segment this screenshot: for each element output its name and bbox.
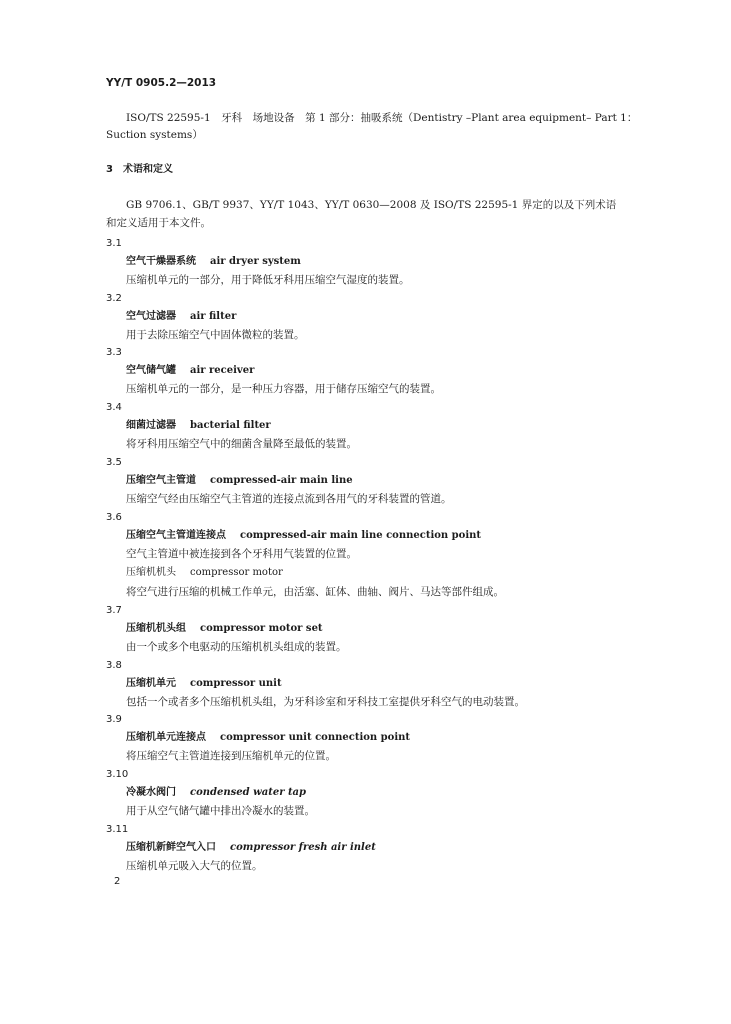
term-title (126, 419, 271, 433)
intro-line-2: 和定义适用于本文件。 (106, 217, 211, 229)
term-title (126, 731, 410, 745)
term-cn: 压缩机机头组 (126, 623, 186, 634)
term-title (126, 841, 376, 855)
reference-line-1: ISO/TS 22595-1 牙科 场地设备 第 1 部分：抽吸系统（Dentistry –Plant area equipment– Part 1： (126, 112, 638, 124)
term-cn: 压缩机新鲜空气入口 (126, 842, 216, 853)
term-definition: 压缩空气经由压缩空气主管道的连接点流到各用气的牙科装置的管道。 (126, 493, 452, 505)
term-cn: 冷凝水阀门 (126, 787, 176, 798)
term-en: air filter (190, 311, 237, 322)
term-number: 3.10 (106, 769, 129, 780)
section-title: 3 术语和定义 (106, 164, 173, 175)
term-number: 3.11 (106, 824, 129, 835)
term-number: 3.8 (106, 660, 122, 671)
term-en: compressed-air main line (210, 475, 353, 486)
term-title (126, 310, 236, 324)
term-number: 3.6 (106, 512, 122, 523)
term-number: 3.1 (106, 238, 122, 249)
term-en: condensed water tap (190, 787, 307, 798)
standard-code: YY/T 0905.2—2013 (106, 77, 217, 89)
term-definition: 将牙科用压缩空气中的细菌含量降至最低的装置。 (126, 438, 357, 450)
term-number: 3.5 (106, 457, 122, 468)
term-en: compressor fresh air inlet (230, 842, 376, 853)
term-definition: 包括一个或者多个压缩机机头组，为牙科诊室和牙科技工室提供牙科空气的电动装置。 (126, 696, 525, 708)
term-cn: 空气储气罐 (126, 365, 176, 376)
term-cn: 空气干燥器系统 (126, 256, 196, 267)
term-cn: 压缩机单元 (126, 678, 176, 689)
subterm-definition: 将空气进行压缩的机械工作单元，由活塞、缸体、曲轴、阀片、马达等部件组成。 (126, 586, 504, 598)
subterm-en: compressor motor (190, 567, 283, 578)
term-definition: 压缩机单元的一部分，用于降低牙科用压缩空气湿度的装置。 (126, 274, 410, 286)
term-cn: 压缩空气主管道 (126, 475, 196, 486)
term-title (126, 255, 301, 269)
term-en: bacterial filter (190, 420, 271, 431)
term-title (126, 364, 254, 378)
term-cn: 空气过滤器 (126, 311, 176, 322)
term-number: 3.3 (106, 347, 122, 358)
term-number: 3.7 (106, 605, 122, 616)
reference-line-2: Suction systems） (106, 129, 203, 141)
term-definition: 用于去除压缩空气中固体微粒的装置。 (126, 329, 305, 341)
term-number: 3.2 (106, 293, 122, 304)
term-definition: 用于从空气储气罐中排出冷凝水的装置。 (126, 805, 315, 817)
term-cn: 压缩机单元连接点 (126, 732, 206, 743)
term-en: compressor unit (190, 678, 282, 689)
term-title (126, 474, 353, 488)
term-en: air receiver (190, 365, 255, 376)
term-title (126, 622, 323, 636)
term-en: compressor unit connection point (220, 732, 411, 743)
term-title (126, 786, 306, 800)
page-number: 2 (114, 876, 121, 887)
term-number: 3.4 (106, 402, 122, 413)
term-definition: 压缩机单元吸入大气的位置。 (126, 860, 263, 872)
term-en: compressed-air main line connection point (240, 530, 482, 541)
term-number: 3.9 (106, 714, 122, 725)
term-cn: 细菌过滤器 (126, 420, 176, 431)
term-definition: 压缩机单元的一部分，是一种压力容器，用于储存压缩空气的装置。 (126, 383, 441, 395)
subterm-cn: 压缩机机头 (126, 567, 176, 578)
term-en: air dryer system (210, 256, 301, 267)
intro-line-1: GB 9706.1、GB/T 9937、YY/T 1043、YY/T 0630—2008 及 ISO/TS 22595-1 界定的以及下列术语 (126, 199, 617, 211)
term-title (126, 529, 481, 543)
term-definition: 空气主管道中被连接到各个牙科用气装置的位置。 (126, 548, 357, 560)
term-definition: 由一个或多个电驱动的压缩机机头组成的装置。 (126, 641, 347, 653)
term-en: compressor motor set (200, 623, 323, 634)
term-title (126, 677, 282, 691)
term-definition: 将压缩空气主管道连接到压缩机单元的位置。 (126, 750, 336, 762)
term-cn: 压缩空气主管道连接点 (126, 530, 226, 541)
subterm-title (126, 566, 283, 580)
